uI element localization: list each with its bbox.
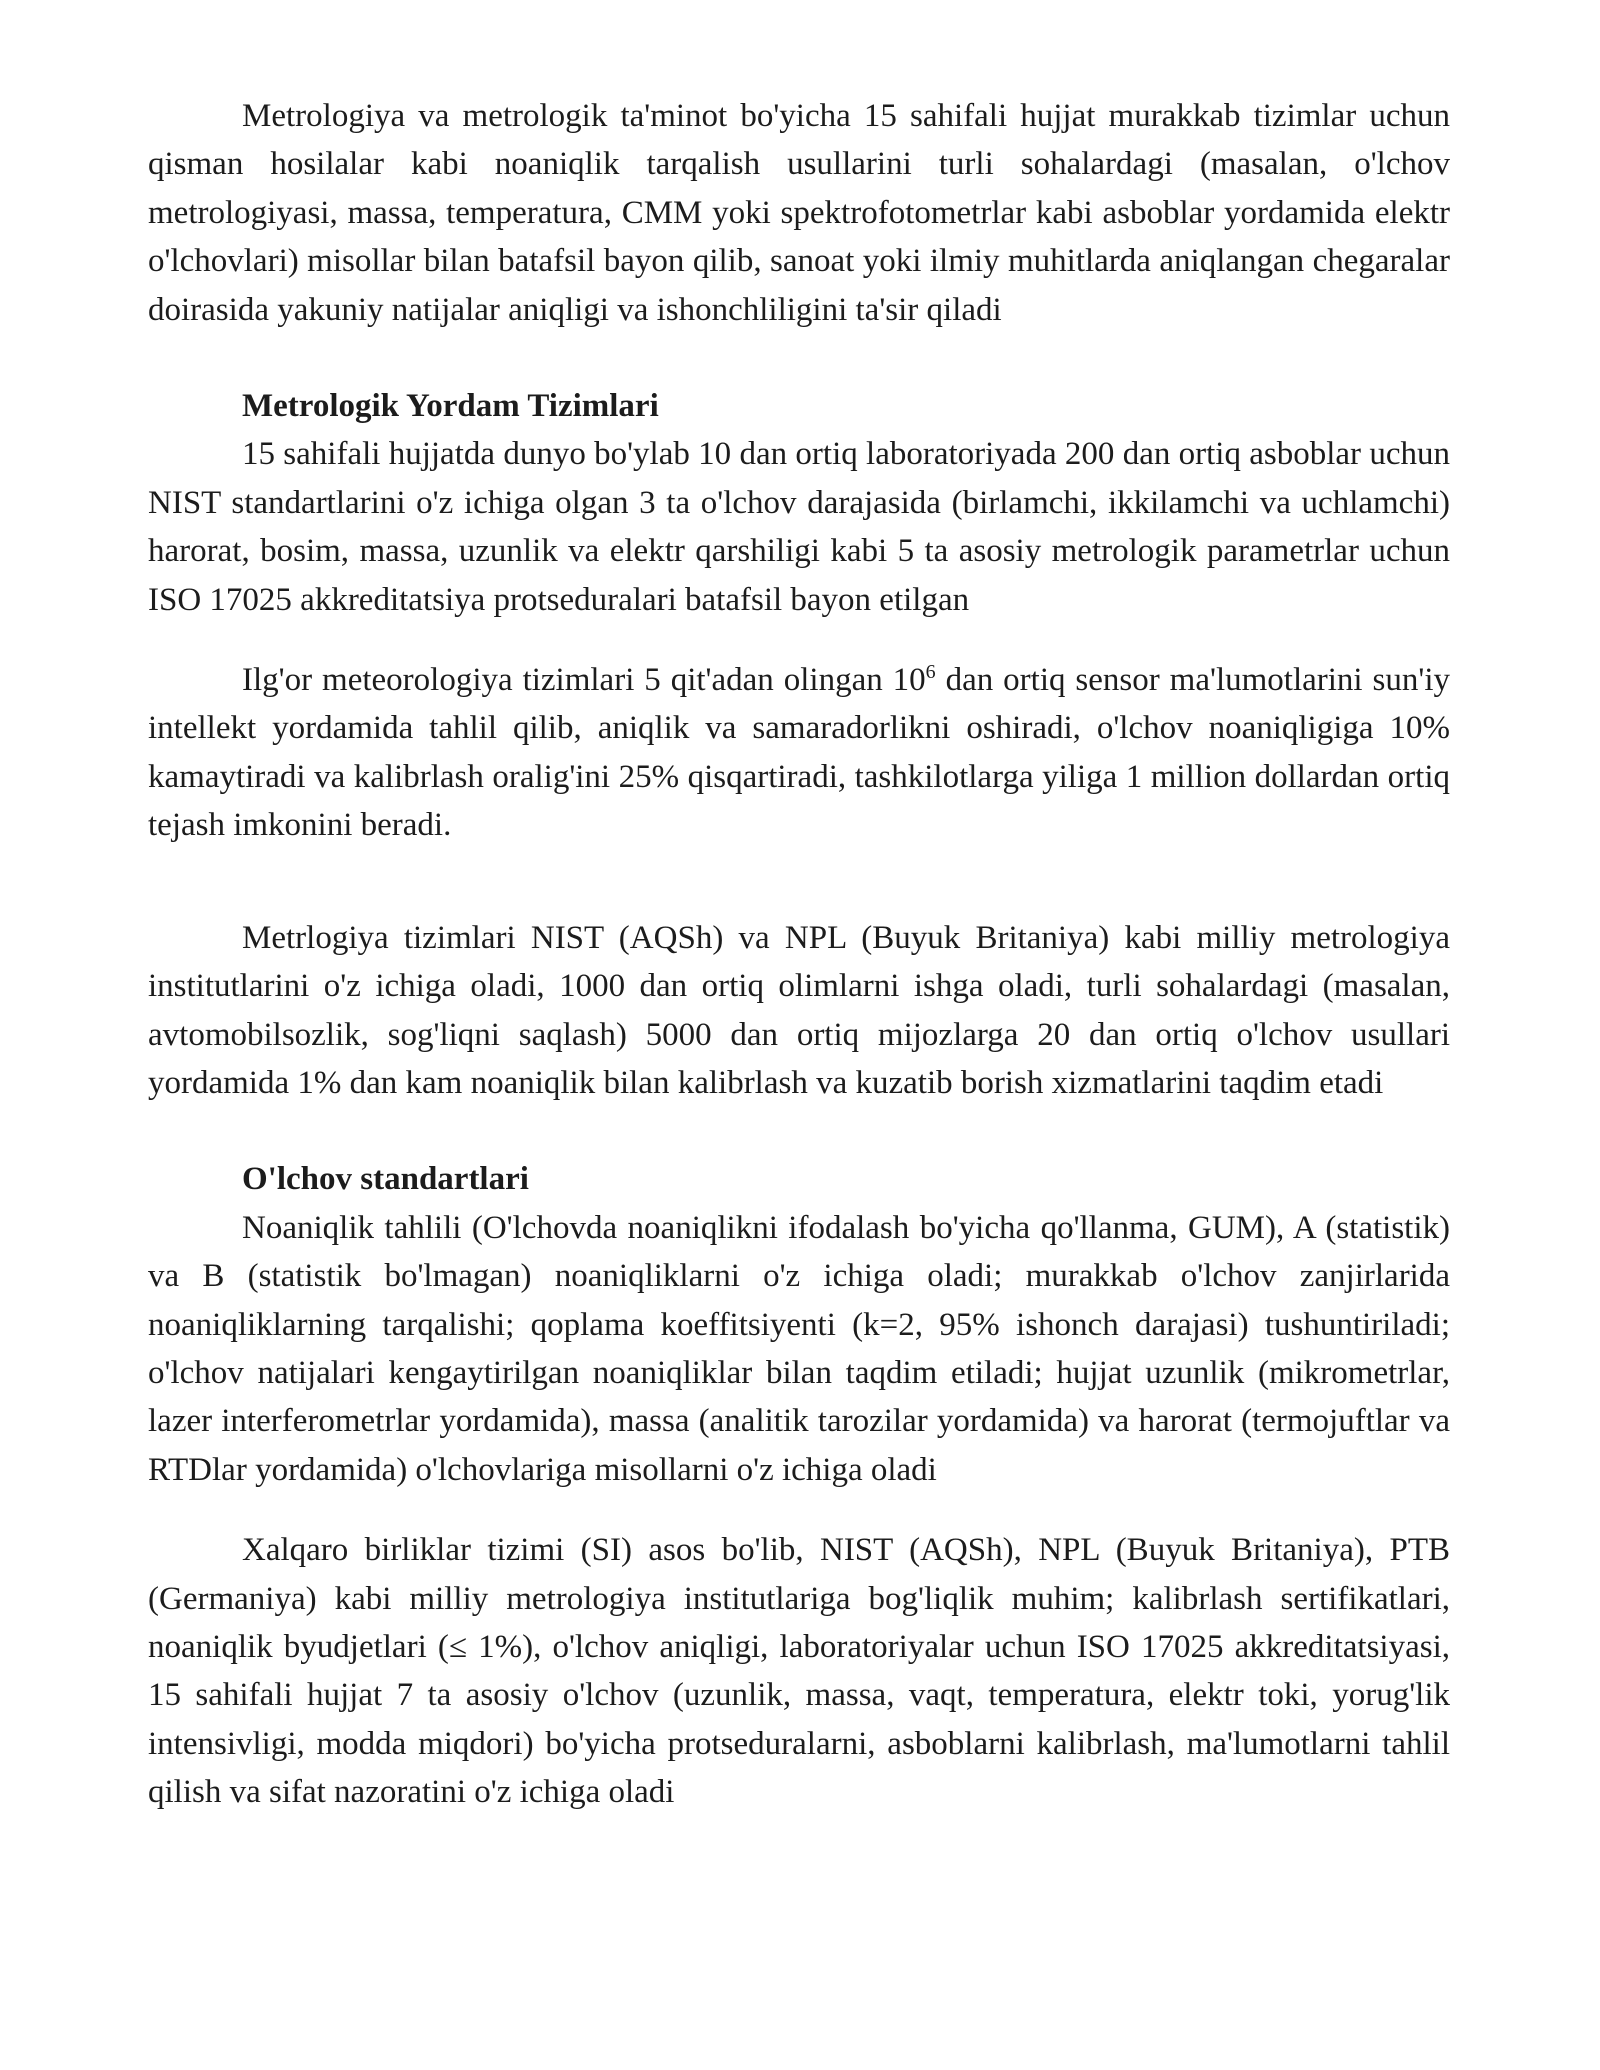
meteorology-text-start: Ilg'or meteorologiya tizimlari 5 qit'adan olingan 10 xyxy=(242,662,926,699)
spacer xyxy=(148,624,1450,656)
institutes-paragraph: Metrlogiya tizimlari NIST (AQSh) va NPL (Buyuk Britaniya) kabi milliy metrologiya institutlarini o'z ichiga oladi, 1000 dan ortiq olimlarni ishga oladi, turli sohalardagi (masalan, avtomobilsozlik, sog'liqni saqlash) 5000 dan ortiq mijozlarga 20 dan ortiq o'lchov usullari yordamida 1% dan kam noaniqlik bilan kalibrlash va kuzatib borish xizmatlarini taqdim etadi xyxy=(148,919,1450,1101)
spacer xyxy=(148,850,1450,914)
support-paragraph: 15 sahifali hujjatda dunyo bo'ylab 10 dan ortiq laboratoriyada 200 dan ortiq asboblar uchun NIST standartlarini o'z ichiga olgan 3 ta o'lchov darajasida (birlamchi, ikkilamchi va uchlamchi) harorat, bosim, massa, uzunlik va elektr qarshiligi kabi 5 ta asosiy metrologik parametrlar uchun ISO 17025 akkreditatsiya protseduralari batafsil bayon etilgan xyxy=(148,436,1450,618)
spacer xyxy=(148,1107,1450,1155)
intro-paragraph: Metrologiya va metrologik ta'minot bo'yicha 15 sahifali hujjat murakkab tizimlar uchun qisman hosilalar kabi noaniqlik tarqalish usullarini turli sohalardagi (masalan, o'lchov metrologiyasi, massa, temperatura, CMM yoki spektrofotometrlar kabi asboblar yordamida elektr o'lchovlari) misollar bilan batafsil bayon qilib, sanoat yoki ilmiy muhitlarda aniqlangan chegaralar doirasida yakuniy natijalar aniqligi va ishonchliligini ta'sir qiladi xyxy=(148,98,1450,328)
section-heading-support: Metrologik Yordam Tizimlari xyxy=(242,388,659,425)
meteorology-text-end: dan ortiq sensor ma'lumotlarini sun'iy intellekt yordamida tahlil qilib, aniqlik va samaradorlikni oshiradi, o'lchov noaniqligiga 10% kamaytiradi va kalibrlash oralig'ini 25% qisqartiradi, tashkilotlarga yiliga 1 million dollardan ortiq tejash imkonini beradi. xyxy=(148,662,1450,844)
spacer xyxy=(148,334,1450,382)
section-heading-standards: O'lchov standartlari xyxy=(242,1161,529,1198)
spacer xyxy=(148,1494,1450,1526)
exponent: 6 xyxy=(925,661,936,684)
document-page xyxy=(148,92,1450,1817)
standards-paragraph: Noaniqlik tahlili (O'lchovda noaniqlikni ifodalash bo'yicha qo'llanma, GUM), A (statistik) va B (statistik bo'lmagan) noaniqliklarni o'z ichiga oladi; murakkab o'lchov zanjirlarida noaniqliklarning tarqalishi; qoplama koeffitsiyenti (k=2, 95% ishonch darajasi) tushuntiriladi; o'lchov natijalari kengaytirilgan noaniqliklar bilan taqdim etiladi; hujjat uzunlik (mikrometrlar, lazer interferometrlar yordamida), massa (analitik tarozilar yordamida) va harorat (termojuftlar va RTDlar yordamida) o'lchovlariga misollarni o'z ichiga oladi xyxy=(148,1209,1450,1488)
meteorology-paragraph xyxy=(148,656,1450,850)
si-paragraph: Xalqaro birliklar tizimi (SI) asos bo'lib, NIST (AQSh), NPL (Buyuk Britaniya), PTB (Germaniya) kabi milliy metrologiya institutlariga bog'liqlik muhim; kalibrlash sertifikatlari, noaniqlik byudjetlari (≤ 1%), o'lchov aniqligi, laboratoriyalar uchun ISO 17025 akkreditatsiyasi, 15 sahifali hujjat 7 ta asosiy o'lchov (uzunlik, massa, vaqt, temperatura, elektr toki, yorug'lik intensivligi, modda miqdori) bo'yicha protseduralarni, asboblarni kalibrlash, ma'lumotlarni tahlil qilish va sifat nazoratini o'z ichiga oladi xyxy=(148,1532,1450,1811)
